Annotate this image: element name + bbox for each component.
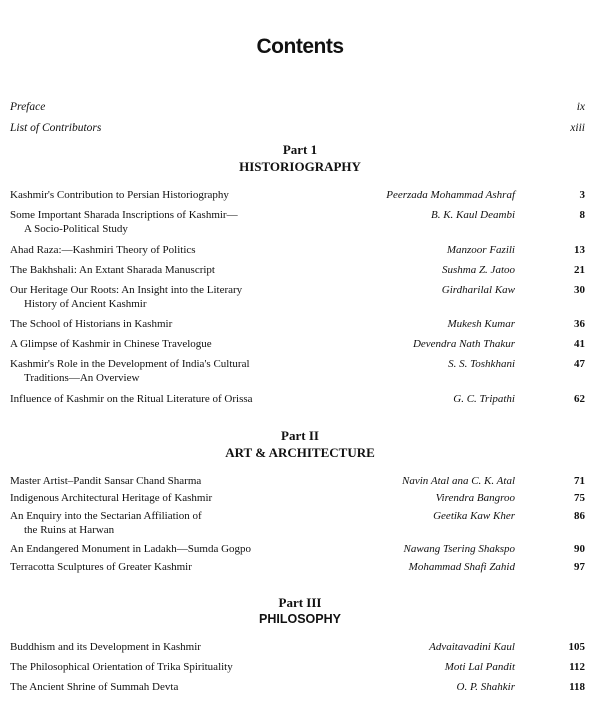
entry-author: B. K. Kaul Deambi: [430, 209, 515, 221]
entry-page: 62: [574, 393, 585, 405]
entry-title: The School of Historians in Kashmir: [10, 318, 173, 330]
entry-author: Virendra Bangroo: [435, 492, 515, 504]
part-name: ART & ARCHITECTURE: [225, 445, 375, 460]
entry-title: The Bakhshali: An Extant Sharada Manuscript: [10, 264, 215, 276]
entry-title: Terracotta Sculptures of Greater Kashmir: [10, 561, 192, 573]
entry-author: Navin Atal ana C. K. Atal: [402, 475, 515, 487]
part-heading: [0, 428, 600, 461]
part-heading: [0, 595, 600, 628]
entry-page: 71: [574, 475, 585, 487]
entry-page: 97: [574, 561, 585, 573]
entry-page: 86: [574, 510, 585, 522]
part-number: Part III: [278, 595, 322, 610]
entry-page: 30: [574, 284, 585, 296]
entry-author: G. C. Tripathi: [453, 393, 515, 405]
entry-page: 8: [579, 209, 585, 221]
entry-title: A Glimpse of Kashmir in Chinese Travelogue: [10, 338, 212, 350]
entry-author: Nawang Tsering Shakspo: [403, 543, 515, 555]
entry-title: The Philosophical Orientation of Trika Spirituality: [10, 661, 233, 673]
entry-author: Mohammad Shafi Zahid: [408, 561, 515, 573]
entry-author: Mukesh Kumar: [447, 318, 515, 330]
toc-front-contributors[interactable]: [10, 122, 585, 137]
front-page: xiii: [570, 122, 585, 134]
entry-author: Girdharilal Kaw: [441, 284, 515, 296]
front-label: Preface: [10, 101, 46, 113]
entry-title: Master Artist–Pandit Sansar Chand Sharma: [10, 475, 202, 487]
entry-page: 47: [574, 358, 585, 370]
front-label: List of Contributors: [10, 122, 102, 134]
entry-title: Some Important Sharada Inscriptions of Kashmir— A Socio-Political Study: [10, 209, 238, 235]
entry-author: Peerzada Mohammad Ashraf: [386, 189, 515, 201]
entry-title: The Ancient Shrine of Summah Devta: [10, 681, 179, 693]
entry-title: An Enquiry into the Sectarian Affiliation of the Ruins at Harwan: [10, 510, 202, 536]
entry-page: 105: [568, 641, 585, 653]
part-number: Part II: [281, 428, 319, 443]
entry-page: 3: [579, 189, 585, 201]
entry-title: Indigenous Architectural Heritage of Kashmir: [10, 492, 213, 504]
toc-front-preface[interactable]: [10, 101, 585, 116]
entry-author: Devendra Nath Thakur: [412, 338, 515, 350]
part-name: HISTORIOGRAPHY: [239, 159, 361, 174]
entry-page: 118: [569, 681, 585, 693]
page-title: Contents: [256, 35, 344, 58]
entry-title: Influence of Kashmir on the Ritual Literature of Orissa: [10, 393, 253, 405]
entry-title: Our Heritage Our Roots: An Insight into the Literary History of Ancient Kashmir: [10, 284, 243, 310]
entry-title: Buddhism and its Development in Kashmir: [10, 641, 201, 653]
entry-page: 41: [574, 338, 585, 350]
entry-author: Geetika Kaw Kher: [433, 510, 515, 522]
entry-title: An Endangered Monument in Ladakh—Sumda Gogpo: [10, 543, 252, 555]
entry-page: 75: [574, 492, 585, 504]
entry-author: S. S. Toshkhani: [448, 358, 515, 370]
entry-page: 13: [574, 244, 585, 256]
entry-author: Manzoor Fazili: [446, 244, 515, 256]
front-page: ix: [576, 101, 585, 113]
part-heading: [0, 142, 600, 175]
entry-page: 112: [569, 661, 585, 673]
entry-title: Kashmir's Role in the Development of India's Cultural Traditions—An Overview: [10, 358, 250, 384]
entry-title: Ahad Raza:—Kashmiri Theory of Politics: [10, 244, 196, 256]
entry-page: 21: [574, 264, 585, 276]
entry-author: Sushma Z. Jatoo: [441, 264, 515, 276]
part-name: PHILOSOPHY: [259, 612, 341, 626]
entry-author: Moti Lal Pandit: [444, 661, 515, 673]
entry-page: 36: [574, 318, 585, 330]
entry-title: Kashmir's Contribution to Persian Historiography: [10, 189, 229, 201]
entry-author: O. P. Shahkir: [456, 681, 515, 693]
entry-author: Advaitavadini Kaul: [429, 641, 515, 653]
entry-page: 90: [574, 543, 585, 555]
part-number: Part 1: [282, 142, 318, 157]
